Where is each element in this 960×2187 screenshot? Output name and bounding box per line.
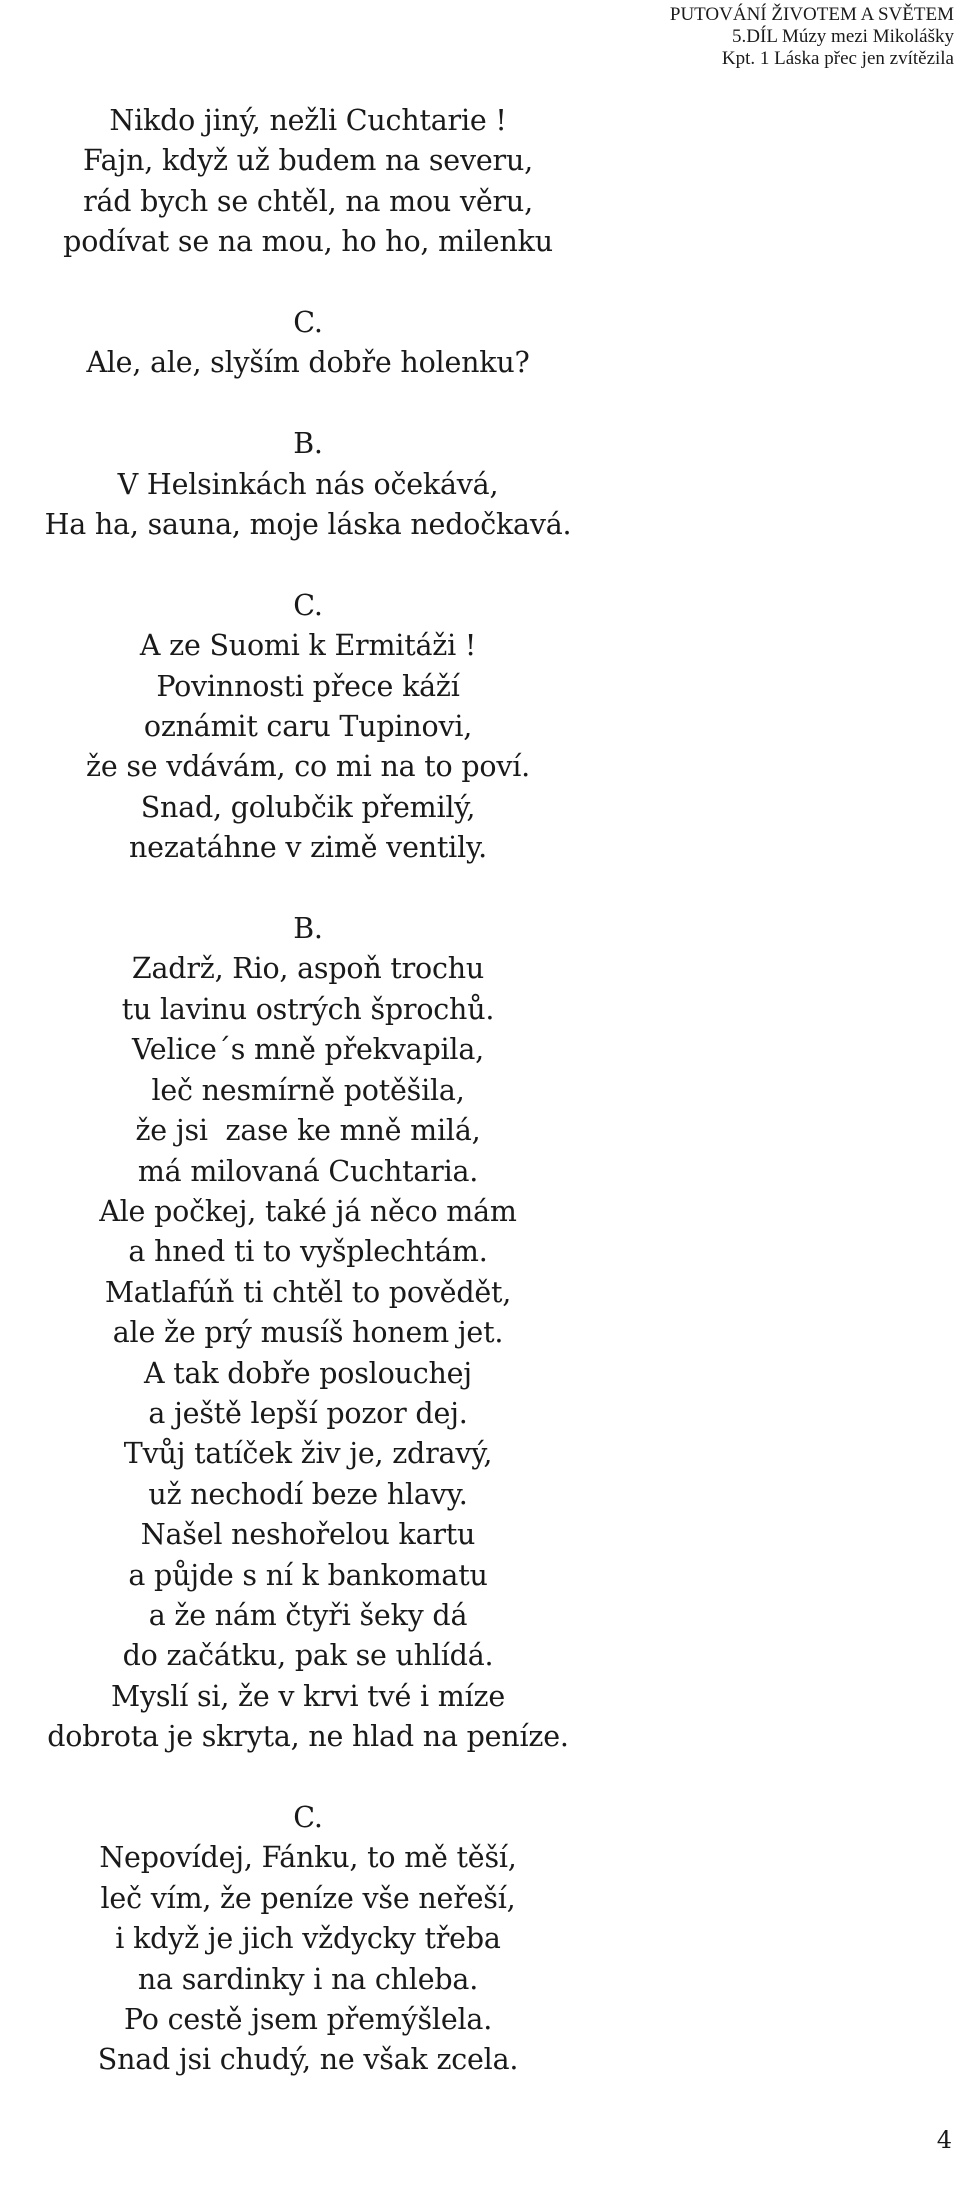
poem-line: že jsi zase ke mně milá, xyxy=(135,1114,481,1148)
stanza xyxy=(0,303,616,384)
poem-line: Zadrž, Rio, aspoň trochu xyxy=(131,952,485,986)
poem-line: že se vdávám, co mi na to poví. xyxy=(86,750,530,784)
poem-line: B. xyxy=(293,912,323,946)
book-title: PUTOVÁNÍ ŽIVOTEM A SVĚTEM xyxy=(669,4,954,25)
poem-line: Snad, golubčik přemilý, xyxy=(140,790,476,824)
poem-line: leč vím, že peníze vše neřeší, xyxy=(100,1881,516,1915)
stanza xyxy=(0,909,616,1758)
stanza xyxy=(0,1798,616,2081)
poem-line: Fajn, když už budem na severu, xyxy=(83,144,533,178)
poem-line: C. xyxy=(293,306,323,340)
poem-line: Povinnosti přece káží xyxy=(156,669,460,703)
poem-line: Po cestě jsem přemýšlela. xyxy=(123,2003,493,2037)
poem-line: dobrota je skryta, ne hlad na peníze. xyxy=(47,1720,569,1754)
poem-line: a hned ti to vyšplechtám. xyxy=(128,1235,488,1269)
poem-line: Snad jsi chudý, ne však zcela. xyxy=(97,2043,519,2077)
poem-line: na sardinky i na chleba. xyxy=(137,1962,479,1996)
poem-line: Velice´s mně překvapila, xyxy=(132,1033,484,1067)
chapter-title: Kpt. 1 Láska přec jen zvítězila xyxy=(721,48,954,69)
poem-line: má milovaná Cuchtaria. xyxy=(137,1154,479,1188)
poem-line: a půjde s ní k bankomatu xyxy=(128,1558,488,1592)
poem-line: i když je jich vždycky třeba xyxy=(115,1922,501,1956)
poem-line: A tak dobře poslouchej xyxy=(144,1356,472,1390)
poem-line: Ale, ale, slyším dobře holenku? xyxy=(86,346,530,380)
poem-line: B. xyxy=(293,427,323,461)
poem-line: rád bych se chtěl, na mou věru, xyxy=(83,184,533,218)
poem-line: ale že prý musíš honem jet. xyxy=(112,1316,504,1350)
poem-line: Tvůj tatíček živ je, zdravý, xyxy=(123,1437,493,1471)
poem-line: Matlafúň ti chtěl to povědět, xyxy=(104,1275,512,1309)
poem-line: Myslí si, že v krvi tvé i míze xyxy=(110,1679,505,1713)
poem-line: už nechodí beze hlavy. xyxy=(148,1477,468,1511)
poem-line: C. xyxy=(293,588,323,622)
poem-line: nezatáhne v zimě ventily. xyxy=(129,831,487,865)
poem-line: oznámit caru Tupinovi, xyxy=(143,710,473,744)
poem-line: a ještě lepší pozor dej. xyxy=(148,1396,468,1430)
poem-line: Nikdo jiný, nežli Cuchtarie ! xyxy=(109,104,507,137)
poem-line: podívat se na mou, ho ho, milenku xyxy=(63,225,553,259)
running-header xyxy=(670,4,954,70)
poem-line: do začátku, pak se uhlídá. xyxy=(122,1639,494,1673)
stanza xyxy=(0,424,616,545)
poem-body xyxy=(0,101,616,2081)
poem-line: a že nám čtyři šeky dá xyxy=(148,1598,468,1632)
poem-line: V Helsinkách nás očekává, xyxy=(117,467,499,501)
poem-line: Nepovídej, Fánku, to mě těší, xyxy=(99,1841,517,1875)
page-number: 4 xyxy=(936,2126,952,2154)
poem-line: A ze Suomi k Ermitáži ! xyxy=(139,629,477,663)
poem-line: Našel neshořelou kartu xyxy=(140,1518,476,1552)
poem-line: leč nesmírně potěšila, xyxy=(151,1073,465,1107)
poem-line: Ha ha, sauna, moje láska nedočkavá. xyxy=(44,508,572,542)
poem-line: C. xyxy=(293,1800,323,1834)
stanza xyxy=(0,586,616,869)
poem-line: tu lavinu ostrých šprochů. xyxy=(121,992,495,1026)
poem-line: Ale počkej, také já něco mám xyxy=(99,1194,517,1228)
part-title: 5.DÍL Múzy mezi Mikolášky xyxy=(732,26,954,47)
stanza xyxy=(0,101,616,263)
